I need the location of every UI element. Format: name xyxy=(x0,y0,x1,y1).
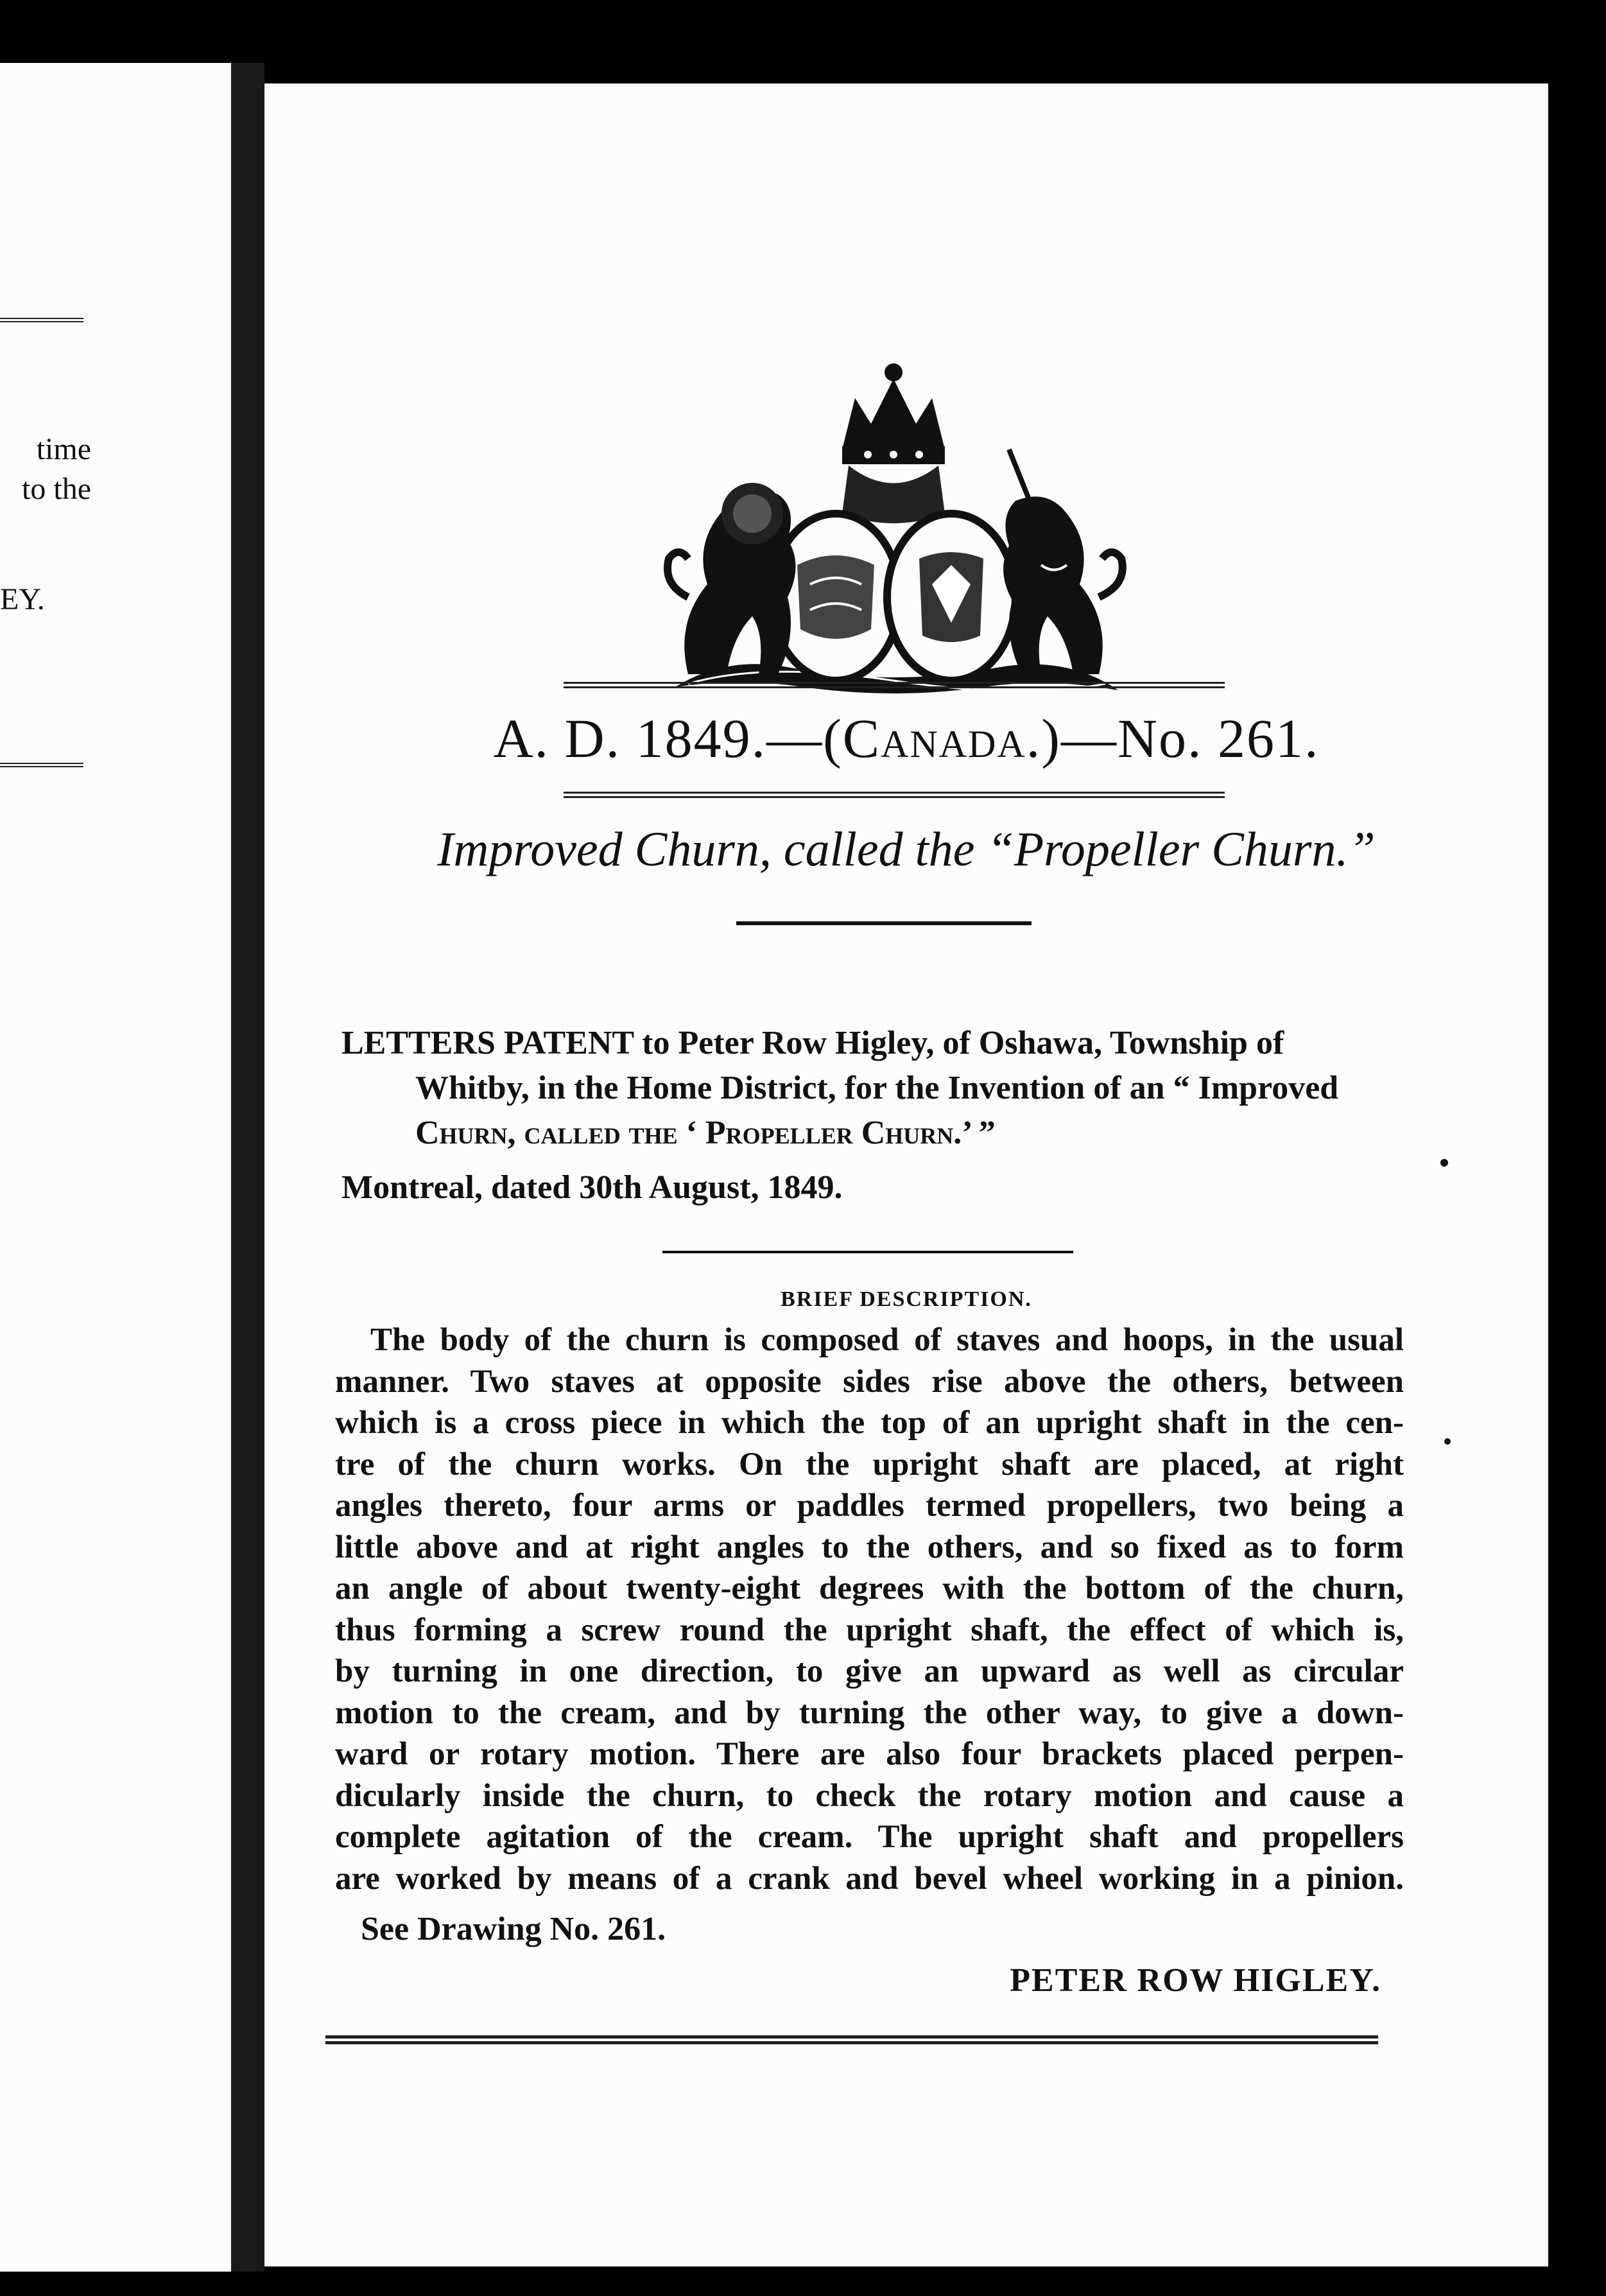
description-line: motion to the cream, and by turning the other way, to give a down- xyxy=(335,1694,1404,1731)
previous-page-text-2: to the xyxy=(22,472,91,506)
royal-coat-of-arms-icon xyxy=(650,353,1137,713)
footer-rule xyxy=(325,2035,1378,2044)
previous-page-text-3: EY. xyxy=(0,582,45,616)
patent-year: A. D. 1849. xyxy=(493,708,767,769)
description-line: by turning in one direction, to give an upward as well as circular xyxy=(335,1653,1404,1689)
description-line: thus forming a screw round the upright shaft, the effect of which is, xyxy=(335,1612,1404,1648)
scan-speck xyxy=(1444,1438,1451,1445)
letters-patent-line-2: Whitby, in the Home District, for the Invention of an “ Improved xyxy=(415,1070,1339,1106)
invention-title: Improved Churn, called the “Propeller Churn.” xyxy=(437,822,1376,876)
header-rule-bottom xyxy=(564,792,1225,798)
dated-rule xyxy=(662,1251,1073,1253)
previous-page-rule-2 xyxy=(0,763,83,767)
description-line: are worked by means of a crank and bevel wheel working in a pinion. xyxy=(335,1860,1404,1897)
scan-speck xyxy=(1440,1159,1448,1167)
description-line: The body of the churn is composed of staves and hoops, in the usual xyxy=(370,1322,1404,1358)
letters-patent-line-3: Churn, called the ‘ Propeller Churn.’ ” xyxy=(415,1115,996,1151)
description-line: little above and at right angles to the others, and so fixed as to form xyxy=(335,1529,1404,1565)
description-line: complete agitation of the cream. The upright shaft and propellers xyxy=(335,1819,1404,1855)
letters-patent-paragraph xyxy=(341,1021,1407,1156)
description-line: manner. Two staves at opposite sides rise above the others, between xyxy=(335,1363,1404,1400)
letters-patent-lead: LETTERS PATENT xyxy=(341,1025,634,1061)
book-gutter xyxy=(231,63,264,2272)
patent-region: (Canada.) xyxy=(823,708,1061,769)
see-drawing-note: See Drawing No. 261. xyxy=(361,1911,666,1947)
dated-line: Montreal, dated 30th August, 1849. xyxy=(341,1169,843,1206)
description-line: which is a cross piece in which the top of an upright shaft in the cen- xyxy=(335,1405,1404,1441)
inventor-signature: PETER ROW HIGLEY. xyxy=(1010,1962,1381,1999)
brief-description-heading: BRIEF DESCRIPTION. xyxy=(781,1287,1032,1311)
description-line: ward or rotary motion. There are also four brackets placed perpen- xyxy=(335,1736,1404,1772)
document-page xyxy=(264,83,1548,2266)
letters-patent-line-1: to Peter Row Higley, of Oshawa, Township of xyxy=(634,1025,1284,1061)
description-line: angles thereto, four arms or paddles termed propellers, two being a xyxy=(335,1488,1404,1524)
patent-heading: A. D. 1849.—(Canada.)—No. 261. xyxy=(493,708,1320,769)
description-body xyxy=(335,1319,1404,1899)
previous-page-text-1: time xyxy=(36,432,91,466)
title-rule xyxy=(736,921,1032,925)
previous-page-rule xyxy=(0,318,83,322)
description-line: an angle of about twenty-eight degrees with the bottom of the churn, xyxy=(335,1570,1404,1606)
previous-page-fragment xyxy=(0,63,231,2272)
description-line: dicularly inside the churn, to check the rotary motion and cause a xyxy=(335,1777,1404,1814)
header-rule-top xyxy=(564,682,1225,688)
patent-number: No. 261. xyxy=(1117,708,1320,769)
description-line: tre of the churn works. On the upright shaft are placed, at right xyxy=(335,1446,1404,1483)
